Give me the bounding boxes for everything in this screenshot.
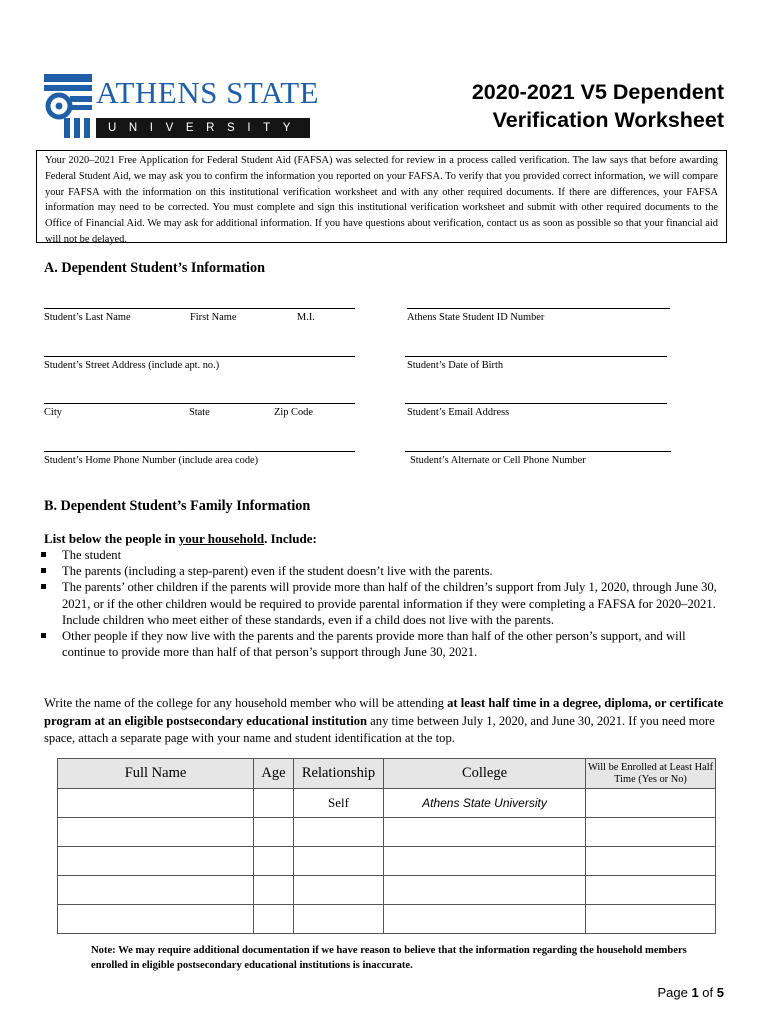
- enrolled-cell[interactable]: [586, 847, 716, 876]
- college-cell[interactable]: [384, 818, 586, 847]
- college-instructions: [44, 695, 734, 748]
- alt-phone-label: Student’s Alternate or Cell Phone Number: [410, 455, 586, 466]
- college-cell[interactable]: Athens State University: [384, 789, 586, 818]
- instructions-text: Write the name of the college for any household member who will be attending: [44, 696, 448, 710]
- zip-label: Zip Code: [274, 407, 313, 418]
- age-cell[interactable]: [254, 818, 294, 847]
- enrolled-cell[interactable]: [586, 905, 716, 934]
- college-cell[interactable]: [384, 876, 586, 905]
- page-total: 5: [716, 985, 724, 1000]
- mi-label: M.I.: [297, 312, 315, 323]
- list-item: [30, 563, 730, 579]
- household-bullet-list: [30, 547, 730, 660]
- square-bullet-icon: [41, 633, 46, 638]
- instructions-bold: at least half time in a degree, diploma, or certificate program at an eligible postsecondary educational institution: [44, 696, 724, 728]
- logo-subtitle: UNIVERSITY: [96, 118, 310, 138]
- household-table: [57, 758, 716, 934]
- title-line-2: Verification Worksheet: [492, 108, 724, 132]
- table-row: [58, 847, 716, 876]
- table-header-row: [58, 759, 716, 789]
- relationship-cell[interactable]: [294, 905, 384, 934]
- square-bullet-icon: [41, 584, 46, 589]
- instructions-tail: any time between July 1, 2020, and June 30, 2021. If you need more space, attach a separate page with your name and student identification at the top.: [44, 713, 715, 746]
- household-list-intro: [44, 531, 317, 547]
- email-line[interactable]: [405, 403, 667, 404]
- street-address-label: Student’s Street Address (include apt. no.): [44, 360, 220, 371]
- section-a-heading: A. Dependent Student’s Information: [44, 260, 265, 276]
- first-name-label: First Name: [190, 312, 237, 323]
- student-id-label: Athens State Student ID Number: [407, 312, 545, 323]
- column-capital-icon: [44, 74, 92, 138]
- col-header-college: College: [384, 759, 586, 789]
- table-row: [58, 818, 716, 847]
- list-intro-text: List below the people in: [44, 531, 179, 546]
- table-row: [58, 876, 716, 905]
- full-name-cell[interactable]: [58, 847, 254, 876]
- enrolled-cell[interactable]: [586, 876, 716, 905]
- intro-box: [36, 150, 727, 243]
- age-cell[interactable]: [254, 905, 294, 934]
- email-label: Student’s Email Address: [407, 407, 510, 418]
- enrolled-cell[interactable]: [586, 789, 716, 818]
- relationship-cell[interactable]: [294, 818, 384, 847]
- age-cell[interactable]: [254, 876, 294, 905]
- full-name-cell[interactable]: [58, 789, 254, 818]
- relationship-cell[interactable]: Self: [294, 789, 384, 818]
- col-header-relationship: Relationship: [294, 759, 384, 789]
- col-header-full-name: Full Name: [58, 759, 254, 789]
- bullet-text: Other people if they now live with the parents and the parents provide more than half of the other person’s support, and will continue to provide more than half of that person’s support through June 30, 2021.: [62, 629, 686, 660]
- student-id-line[interactable]: [407, 308, 670, 309]
- square-bullet-icon: [41, 552, 46, 557]
- list-item: [30, 547, 730, 563]
- college-cell[interactable]: [384, 905, 586, 934]
- enrolled-cell[interactable]: [586, 818, 716, 847]
- relationship-cell[interactable]: [294, 847, 384, 876]
- full-name-cell[interactable]: [58, 905, 254, 934]
- relationship-cell[interactable]: [294, 876, 384, 905]
- page-current: 1: [691, 985, 699, 1000]
- page-prefix: Page: [657, 985, 692, 1000]
- city-label: City: [44, 407, 62, 418]
- full-name-cell[interactable]: [58, 818, 254, 847]
- age-cell[interactable]: [254, 847, 294, 876]
- list-item: [30, 579, 730, 628]
- documentation-note: Note: We may require additional documentation if we have reason to believe that the information regarding the household members enrolled in eligible postsecondary educational institutions is inaccurate.: [91, 945, 687, 971]
- table-row: [58, 789, 716, 818]
- list-intro-tail: . Include:: [264, 531, 317, 546]
- university-logo: [44, 74, 320, 140]
- col-header-age: Age: [254, 759, 294, 789]
- list-intro-underlined: your household: [178, 531, 265, 546]
- bullet-text: The student: [62, 548, 122, 562]
- alt-phone-line[interactable]: [405, 451, 671, 452]
- last-name-label: Student’s Last Name: [44, 312, 131, 323]
- document-title: [394, 78, 724, 134]
- state-label: State: [189, 407, 210, 418]
- section-b-heading: B. Dependent Student’s Family Information: [44, 498, 311, 514]
- full-name-cell[interactable]: [58, 876, 254, 905]
- title-line-1: 2020-2021 V5 Dependent: [471, 80, 724, 104]
- college-cell[interactable]: [384, 847, 586, 876]
- city-state-zip-line[interactable]: [44, 403, 355, 404]
- table-row: [58, 905, 716, 934]
- home-phone-label: Student’s Home Phone Number (include area code): [44, 455, 259, 466]
- home-phone-line[interactable]: [44, 451, 355, 452]
- intro-text: Your 2020–2021 Free Application for Federal Student Aid (FAFSA) was selected for review in a process called verification. The law says that before awarding Federal Student Aid, we may ask you to confirm the information you reported on your FAFSA. To verify that you provided correct information, we will compare your FAFSA with the information on this institutional verification worksheet and with any other required documents. If there are differences, your FAFSA information may need to be corrected. You must complete and sign this institutional verification worksheet and submit with other required documents to the Office of Financial Aid. We may ask for additional information. If you have questions about verification, contact us as soon as possible so that your financial aid will not be delayed.: [45, 155, 718, 245]
- col-header-enrolled: Will be Enrolled at Least Half Time (Yes or No): [586, 759, 716, 789]
- logo-wordmark: ATHENS STATE: [96, 75, 320, 110]
- page-mid: of: [698, 985, 717, 1000]
- date-of-birth-line[interactable]: [405, 356, 667, 357]
- bullet-text: The parents (including a step-parent) even if the student doesn’t live with the parents.: [62, 564, 493, 579]
- age-cell[interactable]: [254, 789, 294, 818]
- date-of-birth-label: Student’s Date of Birth: [407, 360, 504, 371]
- list-item: [30, 628, 730, 660]
- square-bullet-icon: [41, 568, 46, 573]
- street-address-line[interactable]: [44, 356, 355, 357]
- bullet-text: The parents’ other children if the parents will provide more than half of the children’s support from July 1, 2020, through June 30, 2021, or if the other children would be required to provide parental information if they were completing a FAFSA for 2020–2021. Include children who meet either of these standards, even if a child does not live with the parents.: [62, 580, 717, 627]
- name-line[interactable]: [44, 308, 355, 309]
- page-number: [657, 985, 724, 1000]
